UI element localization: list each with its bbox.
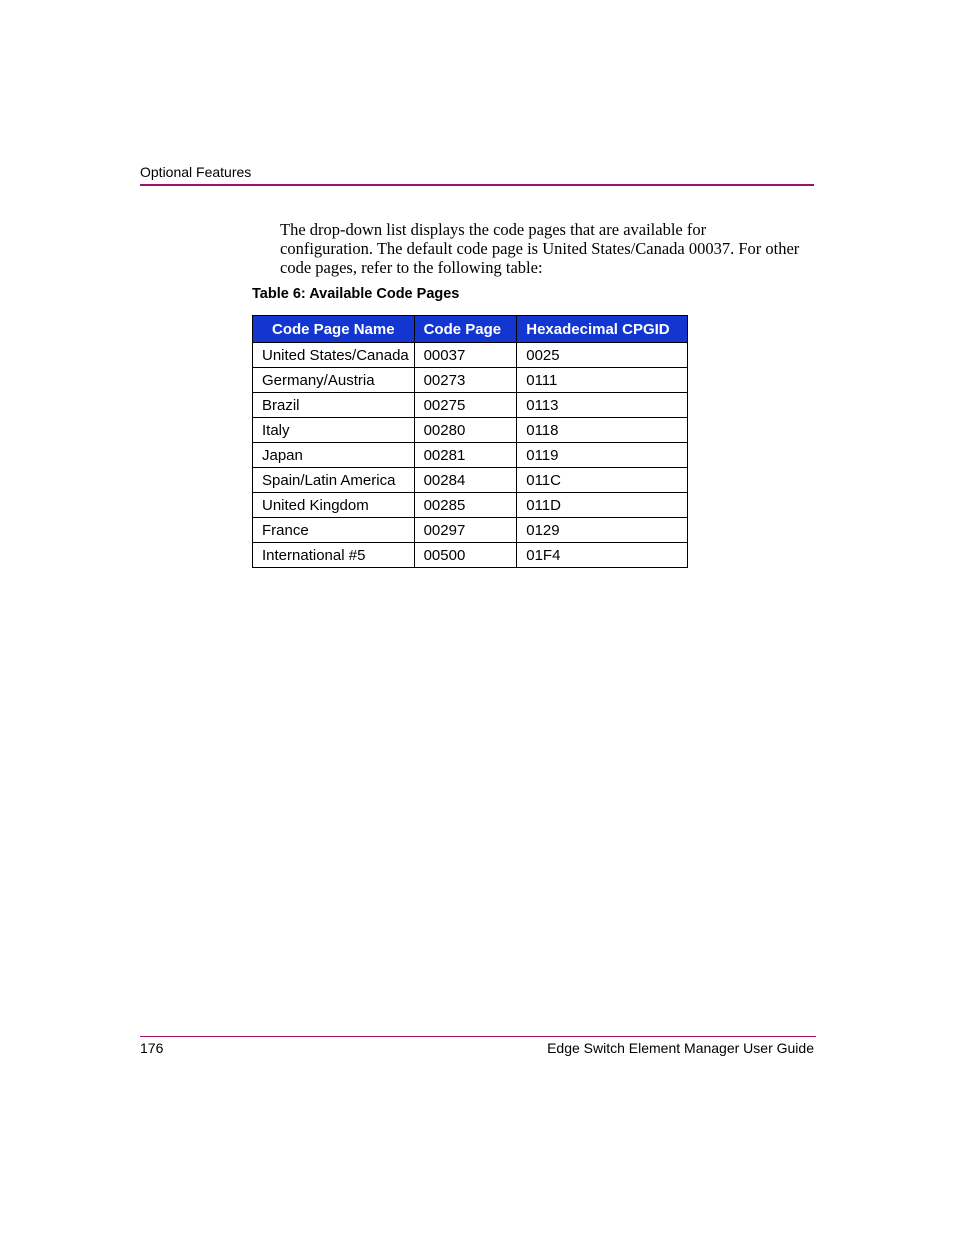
table-body: [253, 343, 688, 568]
cell-hex-cpgid: 0119: [517, 443, 688, 468]
cell-code-page-name: United States/Canada: [253, 343, 415, 368]
footer-rule: [140, 1036, 816, 1037]
header-rule: [140, 184, 814, 186]
cell-hex-cpgid: 01F4: [517, 543, 688, 568]
cell-hex-cpgid: 0111: [517, 368, 688, 393]
cell-hex-cpgid: 0118: [517, 418, 688, 443]
cell-code-page: 00280: [414, 418, 517, 443]
table-row: [253, 518, 688, 543]
column-header-code-page-name: Code Page Name: [253, 316, 415, 343]
cell-hex-cpgid: 0025: [517, 343, 688, 368]
intro-paragraph: [280, 220, 800, 277]
cell-code-page: 00285: [414, 493, 517, 518]
table-row: [253, 393, 688, 418]
table-header-row: [253, 316, 688, 343]
cell-code-page-name: Italy: [253, 418, 415, 443]
column-header-hex-cpgid: Hexadecimal CPGID: [517, 316, 688, 343]
cell-code-page: 00273: [414, 368, 517, 393]
column-header-code-page: Code Page: [414, 316, 517, 343]
cell-hex-cpgid: 011C: [517, 468, 688, 493]
table-row: [253, 418, 688, 443]
table-row: [253, 493, 688, 518]
cell-code-page: 00297: [414, 518, 517, 543]
cell-code-page-name: Japan: [253, 443, 415, 468]
cell-hex-cpgid: 0113: [517, 393, 688, 418]
table-row: [253, 443, 688, 468]
cell-code-page-name: International #5: [253, 543, 415, 568]
cell-code-page: 00284: [414, 468, 517, 493]
intro-text: The drop-down list displays the code pages that are available for configuration. The default code page is United States/Canada 00037. For other code pages, refer to the following table:: [280, 220, 800, 277]
cell-code-page: 00275: [414, 393, 517, 418]
table-row: [253, 368, 688, 393]
cell-code-page-name: Germany/Austria: [253, 368, 415, 393]
cell-code-page-name: France: [253, 518, 415, 543]
page-number: 176: [140, 1040, 164, 1056]
cell-hex-cpgid: 0129: [517, 518, 688, 543]
cell-code-page-name: Spain/Latin America: [253, 468, 415, 493]
cell-code-page: 00281: [414, 443, 517, 468]
table-row: [253, 343, 688, 368]
cell-code-page-name: United Kingdom: [253, 493, 415, 518]
table-row: [253, 543, 688, 568]
table-caption: Table 6: Available Code Pages: [252, 286, 460, 302]
table-row: [253, 468, 688, 493]
running-header-title: Optional Features: [140, 164, 252, 180]
cell-hex-cpgid: 011D: [517, 493, 688, 518]
guide-title: Edge Switch Element Manager User Guide: [547, 1040, 814, 1056]
code-pages-table: [252, 315, 688, 568]
cell-code-page-name: Brazil: [253, 393, 415, 418]
cell-code-page: 00037: [414, 343, 517, 368]
cell-code-page: 00500: [414, 543, 517, 568]
